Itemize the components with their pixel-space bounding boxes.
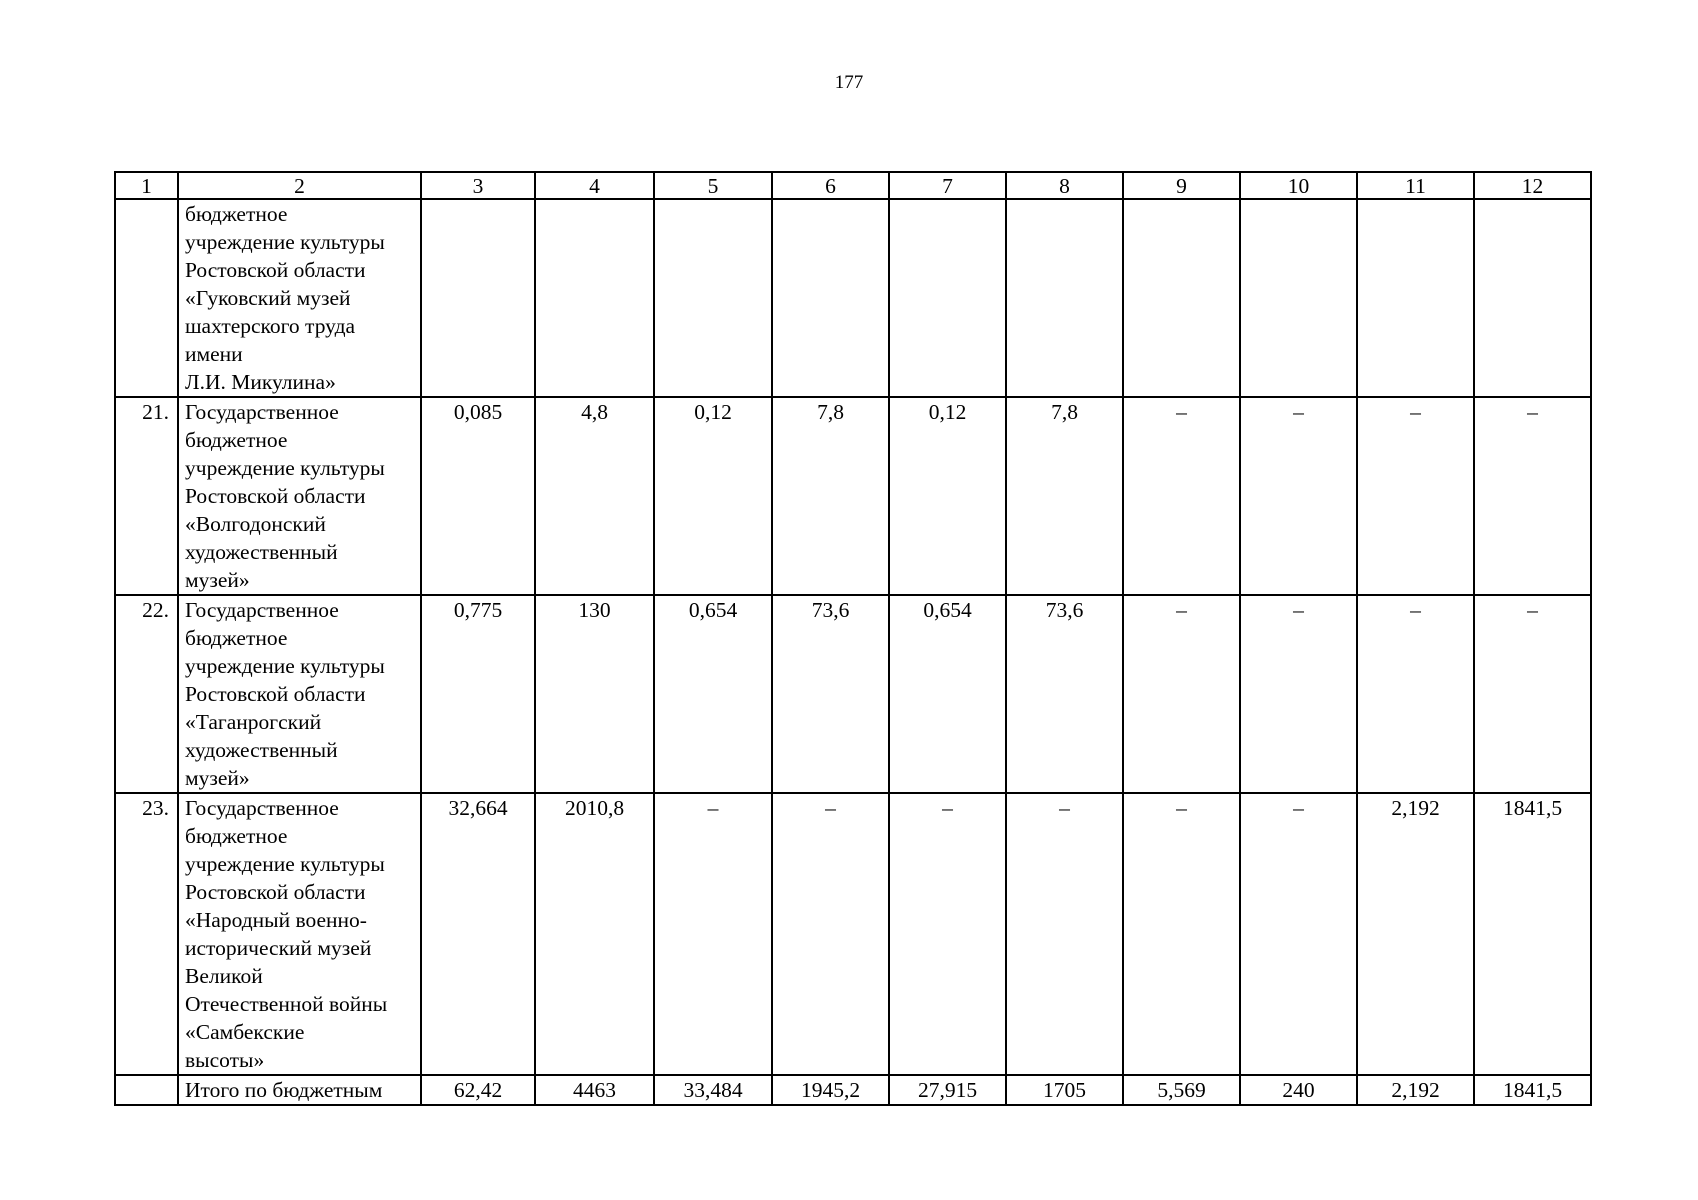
column-header: 1 bbox=[115, 172, 178, 199]
value-cell: 130 bbox=[535, 595, 654, 793]
table-row bbox=[115, 199, 1591, 397]
column-header: 11 bbox=[1357, 172, 1474, 199]
budget-table bbox=[114, 171, 1592, 1106]
name-line: художественный bbox=[185, 738, 338, 762]
value-cell bbox=[1006, 199, 1123, 397]
name-line: Ростовской области bbox=[185, 258, 366, 282]
column-header: 4 bbox=[535, 172, 654, 199]
name-line: Отечественной войны bbox=[185, 992, 388, 1016]
name-line: Государственное bbox=[185, 598, 339, 622]
column-header: 8 bbox=[1006, 172, 1123, 199]
value-cell: – bbox=[772, 793, 889, 1075]
value-cell: – bbox=[1240, 793, 1357, 1075]
name-line: художественный bbox=[185, 540, 338, 564]
total-value-cell: 1705 bbox=[1006, 1075, 1123, 1105]
institution-name bbox=[178, 397, 421, 595]
name-line: исторический музей bbox=[185, 936, 372, 960]
total-row bbox=[115, 1075, 1591, 1105]
value-cell: 7,8 bbox=[1006, 397, 1123, 595]
name-line: «Волгодонский bbox=[185, 512, 326, 536]
institution-name bbox=[178, 793, 421, 1075]
name-line: Великой bbox=[185, 964, 263, 988]
value-cell: – bbox=[889, 793, 1006, 1075]
value-cell: – bbox=[1357, 595, 1474, 793]
table-body bbox=[115, 172, 1591, 1105]
name-line: учреждение культуры bbox=[185, 852, 385, 876]
name-line: Л.И. Микулина» bbox=[185, 370, 336, 394]
total-value-cell: 1945,2 bbox=[772, 1075, 889, 1105]
value-cell: – bbox=[1240, 595, 1357, 793]
table-row bbox=[115, 793, 1591, 1075]
value-cell: – bbox=[1006, 793, 1123, 1075]
page-number: 177 bbox=[834, 72, 864, 93]
name-line: Ростовской области bbox=[185, 682, 366, 706]
total-value-cell: 4463 bbox=[535, 1075, 654, 1105]
value-cell: 0,085 bbox=[421, 397, 535, 595]
total-value-cell: 62,42 bbox=[421, 1075, 535, 1105]
value-cell bbox=[889, 199, 1006, 397]
name-line: бюджетное bbox=[185, 626, 288, 650]
column-header: 2 bbox=[178, 172, 421, 199]
column-header: 3 bbox=[421, 172, 535, 199]
row-index: 21. bbox=[115, 397, 178, 595]
value-cell: 7,8 bbox=[772, 397, 889, 595]
value-cell: – bbox=[1123, 793, 1240, 1075]
name-line: «Гуковский музей bbox=[185, 286, 351, 310]
total-value-cell: 1841,5 bbox=[1474, 1075, 1591, 1105]
name-line: имени bbox=[185, 342, 243, 366]
row-index bbox=[115, 1075, 178, 1105]
value-cell: 73,6 bbox=[1006, 595, 1123, 793]
value-cell: 0,12 bbox=[654, 397, 772, 595]
row-index: 23. bbox=[115, 793, 178, 1075]
name-line: учреждение культуры bbox=[185, 654, 385, 678]
name-line: Ростовской области bbox=[185, 484, 366, 508]
value-cell bbox=[1357, 199, 1474, 397]
value-cell: 2010,8 bbox=[535, 793, 654, 1075]
column-number-row bbox=[115, 172, 1591, 199]
name-line: учреждение культуры bbox=[185, 230, 385, 254]
value-cell bbox=[772, 199, 889, 397]
column-header: 5 bbox=[654, 172, 772, 199]
value-cell: – bbox=[1474, 595, 1591, 793]
value-cell: 0,654 bbox=[654, 595, 772, 793]
column-header: 6 bbox=[772, 172, 889, 199]
name-line: музей» bbox=[185, 568, 250, 592]
column-header: 12 bbox=[1474, 172, 1591, 199]
name-line: шахтерского труда bbox=[185, 314, 356, 338]
value-cell: 0,12 bbox=[889, 397, 1006, 595]
table-row bbox=[115, 595, 1591, 793]
value-cell: 0,654 bbox=[889, 595, 1006, 793]
name-line: бюджетное bbox=[185, 428, 288, 452]
value-cell bbox=[535, 199, 654, 397]
name-line: «Самбекские bbox=[185, 1020, 305, 1044]
name-line: Государственное bbox=[185, 796, 339, 820]
name-line: музей» bbox=[185, 766, 250, 790]
total-value-cell: 5,569 bbox=[1123, 1075, 1240, 1105]
row-index: 22. bbox=[115, 595, 178, 793]
name-line: «Народный военно- bbox=[185, 908, 367, 932]
name-line: Ростовской области bbox=[185, 880, 366, 904]
total-value-cell: 27,915 bbox=[889, 1075, 1006, 1105]
name-line: высоты» bbox=[185, 1048, 265, 1072]
name-line: бюджетное bbox=[185, 202, 288, 226]
value-cell bbox=[1474, 199, 1591, 397]
name-line: «Таганрогский bbox=[185, 710, 322, 734]
value-cell: – bbox=[1123, 397, 1240, 595]
total-value-cell: 2,192 bbox=[1357, 1075, 1474, 1105]
name-line: бюджетное bbox=[185, 824, 288, 848]
column-header: 7 bbox=[889, 172, 1006, 199]
row-index bbox=[115, 199, 178, 397]
value-cell: – bbox=[1357, 397, 1474, 595]
value-cell bbox=[1123, 199, 1240, 397]
value-cell: – bbox=[1240, 397, 1357, 595]
column-header: 10 bbox=[1240, 172, 1357, 199]
value-cell bbox=[1240, 199, 1357, 397]
total-value-cell: 33,484 bbox=[654, 1075, 772, 1105]
value-cell: 32,664 bbox=[421, 793, 535, 1075]
name-line: учреждение культуры bbox=[185, 456, 385, 480]
value-cell: 1841,5 bbox=[1474, 793, 1591, 1075]
institution-name bbox=[178, 199, 421, 397]
value-cell: – bbox=[1474, 397, 1591, 595]
value-cell: – bbox=[1123, 595, 1240, 793]
value-cell: – bbox=[654, 793, 772, 1075]
value-cell: 73,6 bbox=[772, 595, 889, 793]
value-cell bbox=[654, 199, 772, 397]
table-row bbox=[115, 397, 1591, 595]
value-cell: 0,775 bbox=[421, 595, 535, 793]
value-cell: 2,192 bbox=[1357, 793, 1474, 1075]
column-header: 9 bbox=[1123, 172, 1240, 199]
institution-name bbox=[178, 595, 421, 793]
total-label: Итого по бюджетным bbox=[178, 1075, 421, 1105]
value-cell: 4,8 bbox=[535, 397, 654, 595]
value-cell bbox=[421, 199, 535, 397]
name-line: Государственное bbox=[185, 400, 339, 424]
total-value-cell: 240 bbox=[1240, 1075, 1357, 1105]
